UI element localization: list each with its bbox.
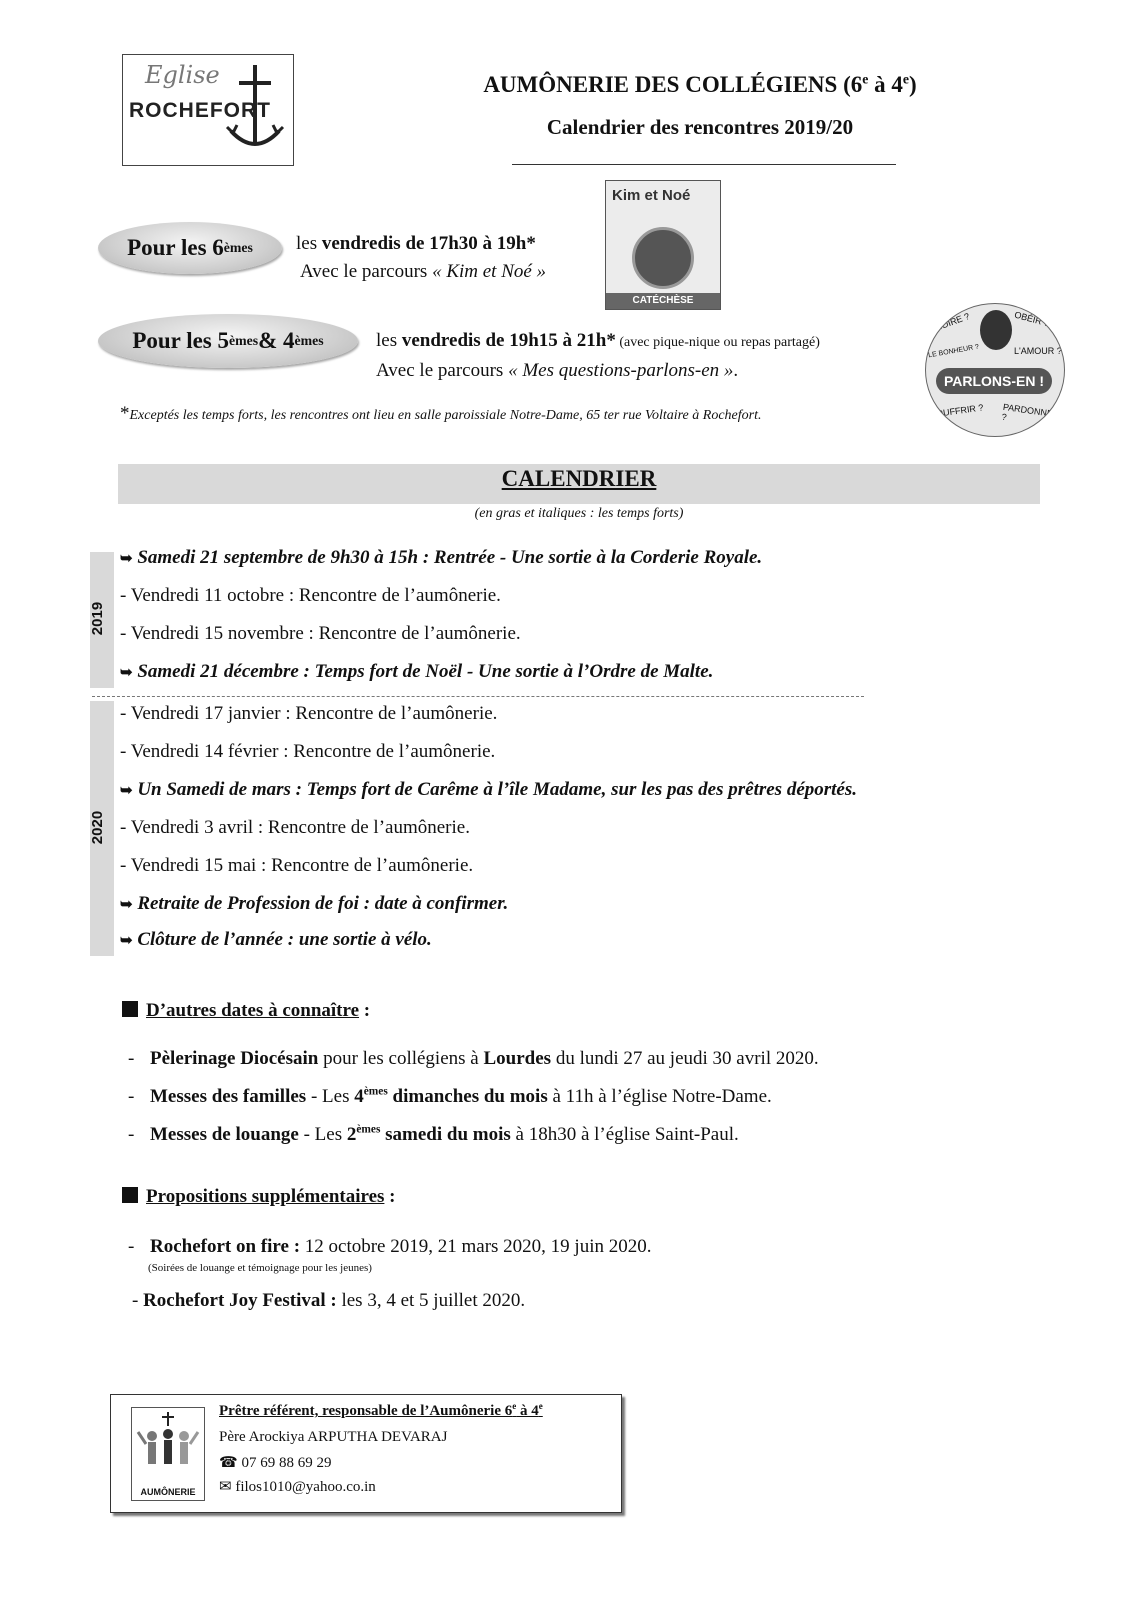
aumonerie-logo: AUMÔNERIE bbox=[131, 1407, 205, 1501]
anchor-icon bbox=[223, 61, 287, 157]
cd-disc-icon bbox=[632, 227, 694, 289]
parlons-en-badge-image: CROIRE ? OBÉIR ? LE BONHEUR ? L'AMOUR ? PARLONS-EN ! SOUFFRIR ? PARDONNER ? bbox=[925, 303, 1065, 437]
phone-icon: ☎ bbox=[219, 1455, 238, 1471]
contact-phone: ☎ 07 69 88 69 29 bbox=[219, 1455, 332, 1471]
extra-item: - Rochefort Joy Festival : les 3, 4 et 5 juillet 2020. bbox=[132, 1290, 526, 1311]
grade-5-4-schedule: les vendredis de 19h15 à 21h* (avec pique-nique ou repas partagé) Avec le parcours « Mes questions-parlons-en ». bbox=[376, 330, 820, 381]
calendar-legend-note: (en gras et italiques : les temps forts) bbox=[474, 506, 684, 521]
calendar-event: ➥ Samedi 21 septembre de 9h30 à 15h : Rentrée - Une sortie à la Corderie Royale. bbox=[120, 547, 763, 568]
contact-name: Père Arockiya ARPUTHA DEVARAJ bbox=[219, 1429, 448, 1445]
grade-6-pill: Pour les 6 èmes bbox=[98, 222, 282, 274]
calendar-event: ➥ Samedi 21 décembre : Temps fort de Noël - Une sortie à l’Ordre de Malte. bbox=[120, 661, 714, 682]
contact-title: Prêtre référent, responsable de l’Aumônerie 6e à 4e bbox=[219, 1401, 543, 1419]
calendar-event: - Vendredi 14 février : Rencontre de l’aumônerie. bbox=[120, 741, 496, 762]
bullet-square-icon bbox=[122, 1187, 138, 1203]
grade-6-schedule: les vendredis de 17h30 à 19h* Avec le parcours « Kim et Noé » bbox=[296, 233, 547, 282]
year-separator bbox=[92, 696, 864, 697]
other-date-item: - Messes de louange - Les 2èmes samedi du mois à 18h30 à l’église Saint-Paul. bbox=[128, 1123, 739, 1145]
logo-script-text: Eglise bbox=[145, 61, 220, 89]
bullet-square-icon bbox=[122, 1001, 138, 1017]
calendar-event: - Vendredi 3 avril : Rencontre de l’aumônerie. bbox=[120, 817, 470, 838]
calendar-event: - Vendredi 15 mai : Rencontre de l’aumônerie. bbox=[120, 855, 474, 876]
title-divider bbox=[512, 164, 896, 165]
calendar-event: - Vendredi 11 octobre : Rencontre de l’aumônerie. bbox=[120, 585, 501, 606]
other-date-item: - Pèlerinage Diocésain pour les collégiens à Lourdes du lundi 27 au jeudi 30 avril 2020. bbox=[128, 1048, 819, 1069]
calendar-event: ➥ Retraite de Profession de foi : date à confirmer. bbox=[120, 893, 509, 914]
other-dates-heading: D’autres dates à connaître : bbox=[122, 1000, 370, 1022]
extra-item-note: (Soirées de louange et témoignage pour les jeunes) bbox=[148, 1262, 372, 1274]
other-date-item: - Messes des familles - Les 4èmes dimanches du mois à 11h à l’église Notre-Dame. bbox=[128, 1085, 772, 1107]
calendar-event: ➥ Clôture de l’année : une sortie à vélo. bbox=[120, 929, 432, 950]
calendar-title: CALENDRIER bbox=[501, 466, 657, 491]
footnote: *Exceptés les temps forts, les rencontres ont lieu en salle paroissiale Notre-Dame, 65 ter rue Voltaire à Rochefort. bbox=[120, 403, 762, 424]
kim-et-noe-book-image: Kim et Noé CATÉCHÈSE bbox=[605, 180, 721, 310]
page-title: AUMÔNERIE DES COLLÉGIENS (6e à 4e) bbox=[483, 71, 917, 97]
calendar-event: ➥ Un Samedi de mars : Temps fort de Carême à l’île Madame, sur les pas des prêtres déportés. bbox=[120, 779, 858, 800]
youth-group-icon bbox=[132, 1408, 204, 1482]
grade-5-4-pill: Pour les 5 èmes & 4 èmes bbox=[98, 314, 358, 368]
contact-email[interactable]: ✉ filos1010@yahoo.co.in bbox=[219, 1479, 376, 1495]
year-band-2020: 2020 bbox=[90, 701, 114, 956]
calendar-event: - Vendredi 17 janvier : Rencontre de l’aumônerie. bbox=[120, 703, 498, 724]
face-icon bbox=[980, 310, 1012, 350]
extra-item: - Rochefort on fire : 12 octobre 2019, 21 mars 2020, 19 juin 2020. bbox=[128, 1236, 652, 1257]
year-band-2019: 2019 bbox=[90, 552, 114, 688]
extra-propositions-heading: Propositions supplémentaires : bbox=[122, 1186, 396, 1208]
contact-card bbox=[110, 1394, 622, 1513]
rochefort-logo bbox=[122, 54, 294, 166]
page-subtitle: Calendrier des rencontres 2019/20 bbox=[546, 115, 854, 139]
calendar-event: - Vendredi 15 novembre : Rencontre de l’aumônerie. bbox=[120, 623, 521, 644]
mail-icon: ✉ bbox=[219, 1479, 232, 1495]
logo-name-text: ROCHEFORT bbox=[129, 99, 271, 122]
